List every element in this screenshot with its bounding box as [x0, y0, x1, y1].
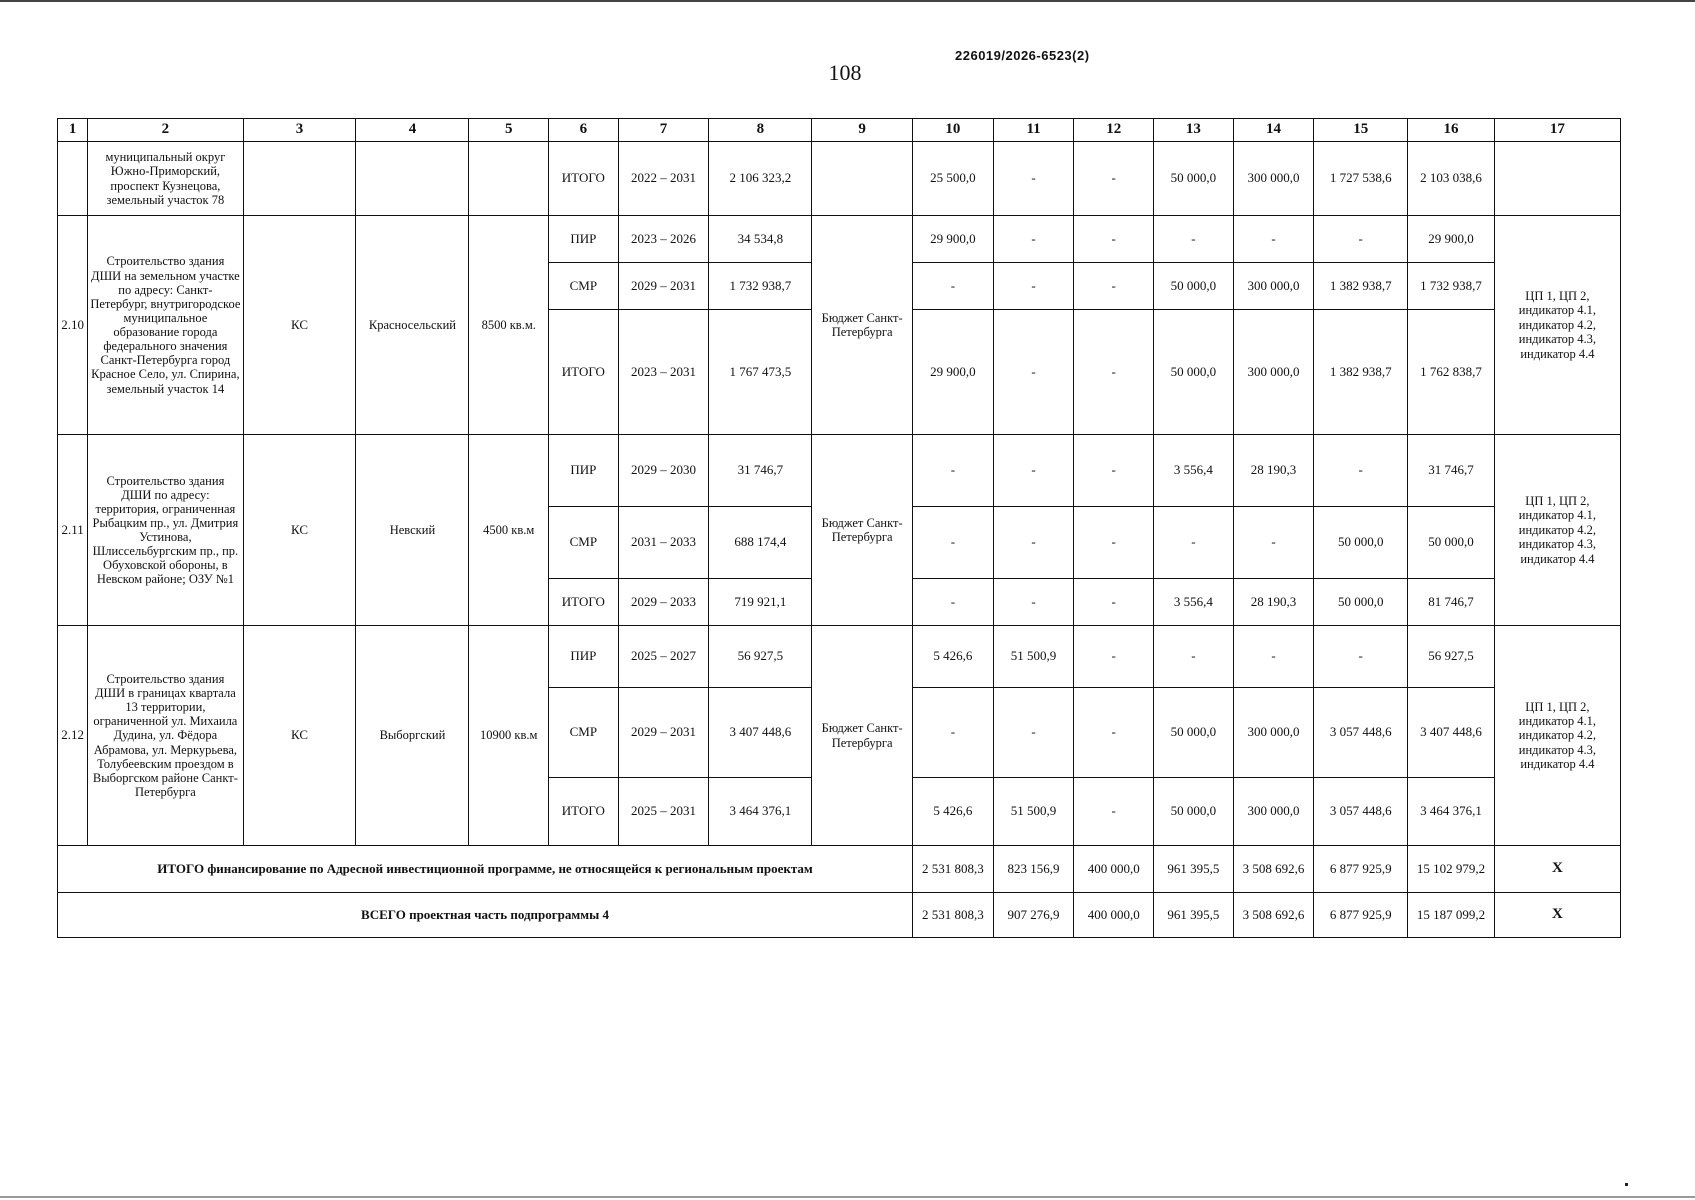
value-cell: 1 727 538,6: [1314, 142, 1408, 216]
value-cell: -: [1074, 579, 1154, 626]
stage-cell: СМР: [549, 688, 619, 778]
value-cell: 50 000,0: [1154, 263, 1234, 310]
header-row: [58, 119, 1621, 142]
object-name-cell: Строительство здания ДШИ в границах квартала 13 территории, ограниченной ул. Михаила Дудина, ул. Фёдора Абрамова, ул. Меркурьева, Толубеевским проездом в Выборгском районе Санкт-Петербурга: [88, 626, 243, 846]
table-row: [58, 142, 1621, 216]
total-cost-cell: 688 174,4: [709, 507, 812, 579]
value-cell: 50 000,0: [1314, 507, 1408, 579]
value-cell: 15 187 099,2: [1408, 893, 1495, 938]
scan-mark: [1625, 1183, 1628, 1186]
value-cell: -: [913, 579, 994, 626]
note-cell: ЦП 1, ЦП 2, индикатор 4.1, индикатор 4.2, индикатор 4.3, индикатор 4.4: [1494, 435, 1620, 626]
total-cost-cell: 34 534,8: [709, 216, 812, 263]
column-header: 6: [549, 119, 619, 142]
column-header: 13: [1154, 119, 1234, 142]
note-cell: [1494, 142, 1620, 216]
value-cell: 50 000,0: [1154, 310, 1234, 435]
total-cost-cell: 1 732 938,7: [709, 263, 812, 310]
value-cell: 5 426,6: [913, 626, 994, 688]
note-cell: Х: [1494, 846, 1620, 893]
value-cell: -: [1154, 626, 1234, 688]
value-cell: 1 732 938,7: [1408, 263, 1495, 310]
value-cell: 400 000,0: [1074, 893, 1154, 938]
object-name-cell: Строительство здания ДШИ на земельном участке по адресу: Санкт-Петербург, внутригородское муниципальное образование города федерального значения Санкт-Петербурга город Красное Село, ул. Спирина, земельный участок 14: [88, 216, 243, 435]
value-cell: -: [1074, 626, 1154, 688]
value-cell: -: [1314, 626, 1408, 688]
value-cell: 961 395,5: [1154, 893, 1234, 938]
value-cell: 50 000,0: [1154, 142, 1234, 216]
value-cell: 31 746,7: [1408, 435, 1495, 507]
note-cell: Х: [1494, 893, 1620, 938]
value-cell: -: [1314, 435, 1408, 507]
value-cell: 3 057 448,6: [1314, 778, 1408, 846]
value-cell: 51 500,9: [993, 778, 1074, 846]
value-cell: 25 500,0: [913, 142, 994, 216]
value-cell: 1 382 938,7: [1314, 263, 1408, 310]
value-cell: 3 508 692,6: [1233, 893, 1314, 938]
period-cell: 2023 – 2026: [618, 216, 709, 263]
value-cell: 2 531 808,3: [913, 893, 994, 938]
column-header: 17: [1494, 119, 1620, 142]
value-cell: 50 000,0: [1408, 507, 1495, 579]
column-header: 1: [58, 119, 88, 142]
value-cell: 3 556,4: [1154, 435, 1234, 507]
district-cell: Невский: [356, 435, 469, 626]
area-cell: 8500 кв.м.: [469, 216, 549, 435]
page-number: 108: [828, 60, 862, 85]
value-cell: -: [993, 688, 1074, 778]
note-cell: ЦП 1, ЦП 2, индикатор 4.1, индикатор 4.2, индикатор 4.3, индикатор 4.4: [1494, 216, 1620, 435]
value-cell: 300 000,0: [1233, 778, 1314, 846]
value-cell: -: [1074, 507, 1154, 579]
stage-cell: СМР: [549, 507, 619, 579]
value-cell: 300 000,0: [1233, 688, 1314, 778]
stage-cell: ИТОГО: [549, 778, 619, 846]
column-header: 4: [356, 119, 469, 142]
stage-cell: ПИР: [549, 435, 619, 507]
value-cell: 29 900,0: [913, 310, 994, 435]
value-cell: 300 000,0: [1233, 142, 1314, 216]
period-cell: 2029 – 2030: [618, 435, 709, 507]
value-cell: 51 500,9: [993, 626, 1074, 688]
total-cost-cell: 1 767 473,5: [709, 310, 812, 435]
value-cell: 29 900,0: [1408, 216, 1495, 263]
value-cell: -: [993, 507, 1074, 579]
column-header: 3: [243, 119, 356, 142]
total-cost-cell: 2 106 323,2: [709, 142, 812, 216]
value-cell: 300 000,0: [1233, 263, 1314, 310]
column-header: 16: [1408, 119, 1495, 142]
note-cell: ЦП 1, ЦП 2, индикатор 4.1, индикатор 4.2, индикатор 4.3, индикатор 4.4: [1494, 626, 1620, 846]
source-cell: [812, 142, 913, 216]
value-cell: -: [1233, 626, 1314, 688]
stage-cell: ПИР: [549, 216, 619, 263]
document-code: 226019/2026-6523(2): [955, 48, 1090, 63]
value-cell: -: [1074, 688, 1154, 778]
value-cell: 823 156,9: [993, 846, 1074, 893]
value-cell: -: [993, 142, 1074, 216]
value-cell: -: [1074, 435, 1154, 507]
table-row: [58, 435, 1621, 507]
value-cell: 3 407 448,6: [1408, 688, 1495, 778]
column-header: 10: [913, 119, 994, 142]
total-cost-cell: 719 921,1: [709, 579, 812, 626]
top-border-line: [0, 0, 1695, 2]
value-cell: -: [913, 435, 994, 507]
period-cell: 2031 – 2033: [618, 507, 709, 579]
value-cell: 50 000,0: [1314, 579, 1408, 626]
district-cell: Красносельский: [356, 216, 469, 435]
area-cell: [469, 142, 549, 216]
value-cell: -: [993, 216, 1074, 263]
value-cell: 2 103 038,6: [1408, 142, 1495, 216]
row-number-cell: 2.11: [58, 435, 88, 626]
source-cell: Бюджет Санкт-Петербурга: [812, 216, 913, 435]
table-row: [58, 626, 1621, 688]
type-cell: [243, 142, 356, 216]
bottom-border-line: [0, 1196, 1695, 1198]
source-cell: Бюджет Санкт-Петербурга: [812, 435, 913, 626]
period-cell: 2029 – 2033: [618, 579, 709, 626]
value-cell: -: [1074, 142, 1154, 216]
value-cell: 50 000,0: [1154, 688, 1234, 778]
value-cell: 5 426,6: [913, 778, 994, 846]
value-cell: -: [1314, 216, 1408, 263]
period-cell: 2022 – 2031: [618, 142, 709, 216]
value-cell: -: [993, 263, 1074, 310]
column-header: 15: [1314, 119, 1408, 142]
row-number-cell: 2.10: [58, 216, 88, 435]
column-header: 14: [1233, 119, 1314, 142]
summary-label: ВСЕГО проектная часть подпрограммы 4: [58, 893, 913, 938]
value-cell: 15 102 979,2: [1408, 846, 1495, 893]
column-header: 9: [812, 119, 913, 142]
value-cell: 56 927,5: [1408, 626, 1495, 688]
value-cell: -: [1233, 216, 1314, 263]
column-header: 12: [1074, 119, 1154, 142]
period-cell: 2029 – 2031: [618, 688, 709, 778]
period-cell: 2023 – 2031: [618, 310, 709, 435]
value-cell: 3 556,4: [1154, 579, 1234, 626]
row-number-cell: 2.12: [58, 626, 88, 846]
summary-label: ИТОГО финансирование по Адресной инвестиционной программе, не относящейся к региональным проектам: [58, 846, 913, 893]
value-cell: -: [913, 688, 994, 778]
value-cell: 6 877 925,9: [1314, 893, 1408, 938]
source-cell: Бюджет Санкт-Петербурга: [812, 626, 913, 846]
column-header: 5: [469, 119, 549, 142]
value-cell: 2 531 808,3: [913, 846, 994, 893]
value-cell: 6 877 925,9: [1314, 846, 1408, 893]
column-header: 2: [88, 119, 243, 142]
value-cell: 3 057 448,6: [1314, 688, 1408, 778]
stage-cell: ИТОГО: [549, 142, 619, 216]
value-cell: 300 000,0: [1233, 310, 1314, 435]
object-name-cell: Строительство здания ДШИ по адресу: территория, ограниченная Рыбацким пр., ул. Дмитрия Устинова, Шлиссельбургским пр., пр. Обуховской обороны, в Невском районе; ОЗУ №1: [88, 435, 243, 626]
value-cell: 3 464 376,1: [1408, 778, 1495, 846]
value-cell: 29 900,0: [913, 216, 994, 263]
value-cell: -: [993, 310, 1074, 435]
area-cell: 10900 кв.м: [469, 626, 549, 846]
value-cell: 907 276,9: [993, 893, 1074, 938]
value-cell: -: [1074, 263, 1154, 310]
value-cell: -: [993, 579, 1074, 626]
value-cell: -: [1154, 216, 1234, 263]
value-cell: 400 000,0: [1074, 846, 1154, 893]
period-cell: 2029 – 2031: [618, 263, 709, 310]
value-cell: 961 395,5: [1154, 846, 1234, 893]
row-number-cell: [58, 142, 88, 216]
total-cost-cell: 56 927,5: [709, 626, 812, 688]
type-cell: КС: [243, 626, 356, 846]
period-cell: 2025 – 2027: [618, 626, 709, 688]
value-cell: 28 190,3: [1233, 579, 1314, 626]
value-cell: -: [1074, 216, 1154, 263]
column-header: 7: [618, 119, 709, 142]
district-cell: [356, 142, 469, 216]
funding-table: [57, 118, 1621, 938]
total-cost-cell: 3 407 448,6: [709, 688, 812, 778]
value-cell: -: [1233, 507, 1314, 579]
table-row: [58, 216, 1621, 263]
total-cost-cell: 3 464 376,1: [709, 778, 812, 846]
summary-row: [58, 893, 1621, 938]
period-cell: 2025 – 2031: [618, 778, 709, 846]
value-cell: -: [1074, 778, 1154, 846]
value-cell: 1 762 838,7: [1408, 310, 1495, 435]
value-cell: 81 746,7: [1408, 579, 1495, 626]
stage-cell: ПИР: [549, 626, 619, 688]
type-cell: КС: [243, 216, 356, 435]
object-name-cell: муниципальный округ Южно-Приморский, проспект Кузнецова, земельный участок 78: [88, 142, 243, 216]
district-cell: Выборгский: [356, 626, 469, 846]
column-header: 11: [993, 119, 1074, 142]
stage-cell: ИТОГО: [549, 579, 619, 626]
stage-cell: ИТОГО: [549, 310, 619, 435]
total-cost-cell: 31 746,7: [709, 435, 812, 507]
stage-cell: СМР: [549, 263, 619, 310]
value-cell: -: [913, 263, 994, 310]
value-cell: -: [913, 507, 994, 579]
value-cell: 50 000,0: [1154, 778, 1234, 846]
value-cell: 3 508 692,6: [1233, 846, 1314, 893]
summary-row: [58, 846, 1621, 893]
value-cell: 28 190,3: [1233, 435, 1314, 507]
value-cell: 1 382 938,7: [1314, 310, 1408, 435]
value-cell: -: [1074, 310, 1154, 435]
value-cell: -: [1154, 507, 1234, 579]
area-cell: 4500 кв.м: [469, 435, 549, 626]
type-cell: КС: [243, 435, 356, 626]
column-header: 8: [709, 119, 812, 142]
value-cell: -: [993, 435, 1074, 507]
